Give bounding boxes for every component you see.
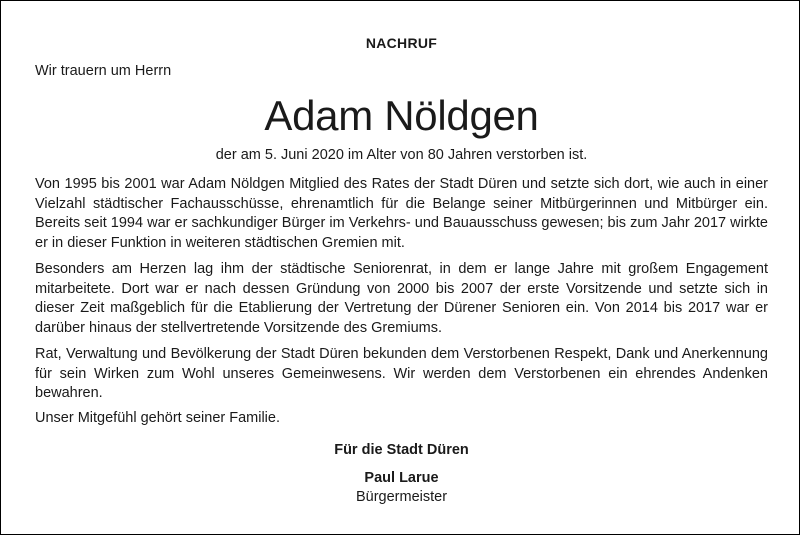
- signature-title: Bürgermeister: [355, 489, 448, 505]
- paragraph-respect: Rat, Verwaltung und Bevölkerung der Stadt Düren bekunden dem Verstorbenen Respekt, Dank und Anerkennung für sein Wirken zum Wohl unseres Gemeinwesens. Wir werden dem Verstorbenen ein ehrendes Andenken bewahren.: [35, 346, 768, 401]
- signature-organization: Für die Stadt Düren: [334, 442, 469, 458]
- deceased-name: Adam Nöldgen: [264, 92, 539, 139]
- intro-line: Wir trauern um Herrn: [35, 63, 172, 79]
- paragraph-council-service: Von 1995 bis 2001 war Adam Nöldgen Mitglied des Rates der Stadt Düren und setzte sich dort, wie auch in einer Vielzahl städtischer Fachausschüsse, ehrenamtlich für die Belange seiner Mitbürgerinnen und Mitbürger ein. Bereits seit 1994 war er sachkundiger Bürger im Verkehrs- und Bauausschuss gewesen; bis zum Jahr 2017 wirkte er in dieser Funktion in weiteren städtischen Gremien mit.: [35, 176, 768, 251]
- signature-name: Paul Larue: [364, 470, 439, 486]
- death-date-line: der am 5. Juni 2020 im Alter von 80 Jahren verstorben ist.: [215, 147, 588, 163]
- notice-heading: NACHRUF: [365, 35, 438, 51]
- paragraph-senior-council: Besonders am Herzen lag ihm der städtische Seniorenrat, in dem er lange Jahre mit großem Engagement mitarbeitete. Dort war er nach dessen Gründung von 2000 bis 2007 der erste Vorsitzende und setzte sich in dieser Zeit maßgeblich für die Etablierung der Vertretung der Dürener Senioren ein. Von 2014 bis 2017 war er darüber hinaus der stellvertretende Vorsitzende des Gremiums.: [35, 261, 768, 336]
- paragraph-condolence: Unser Mitgefühl gehört seiner Familie.: [35, 410, 280, 426]
